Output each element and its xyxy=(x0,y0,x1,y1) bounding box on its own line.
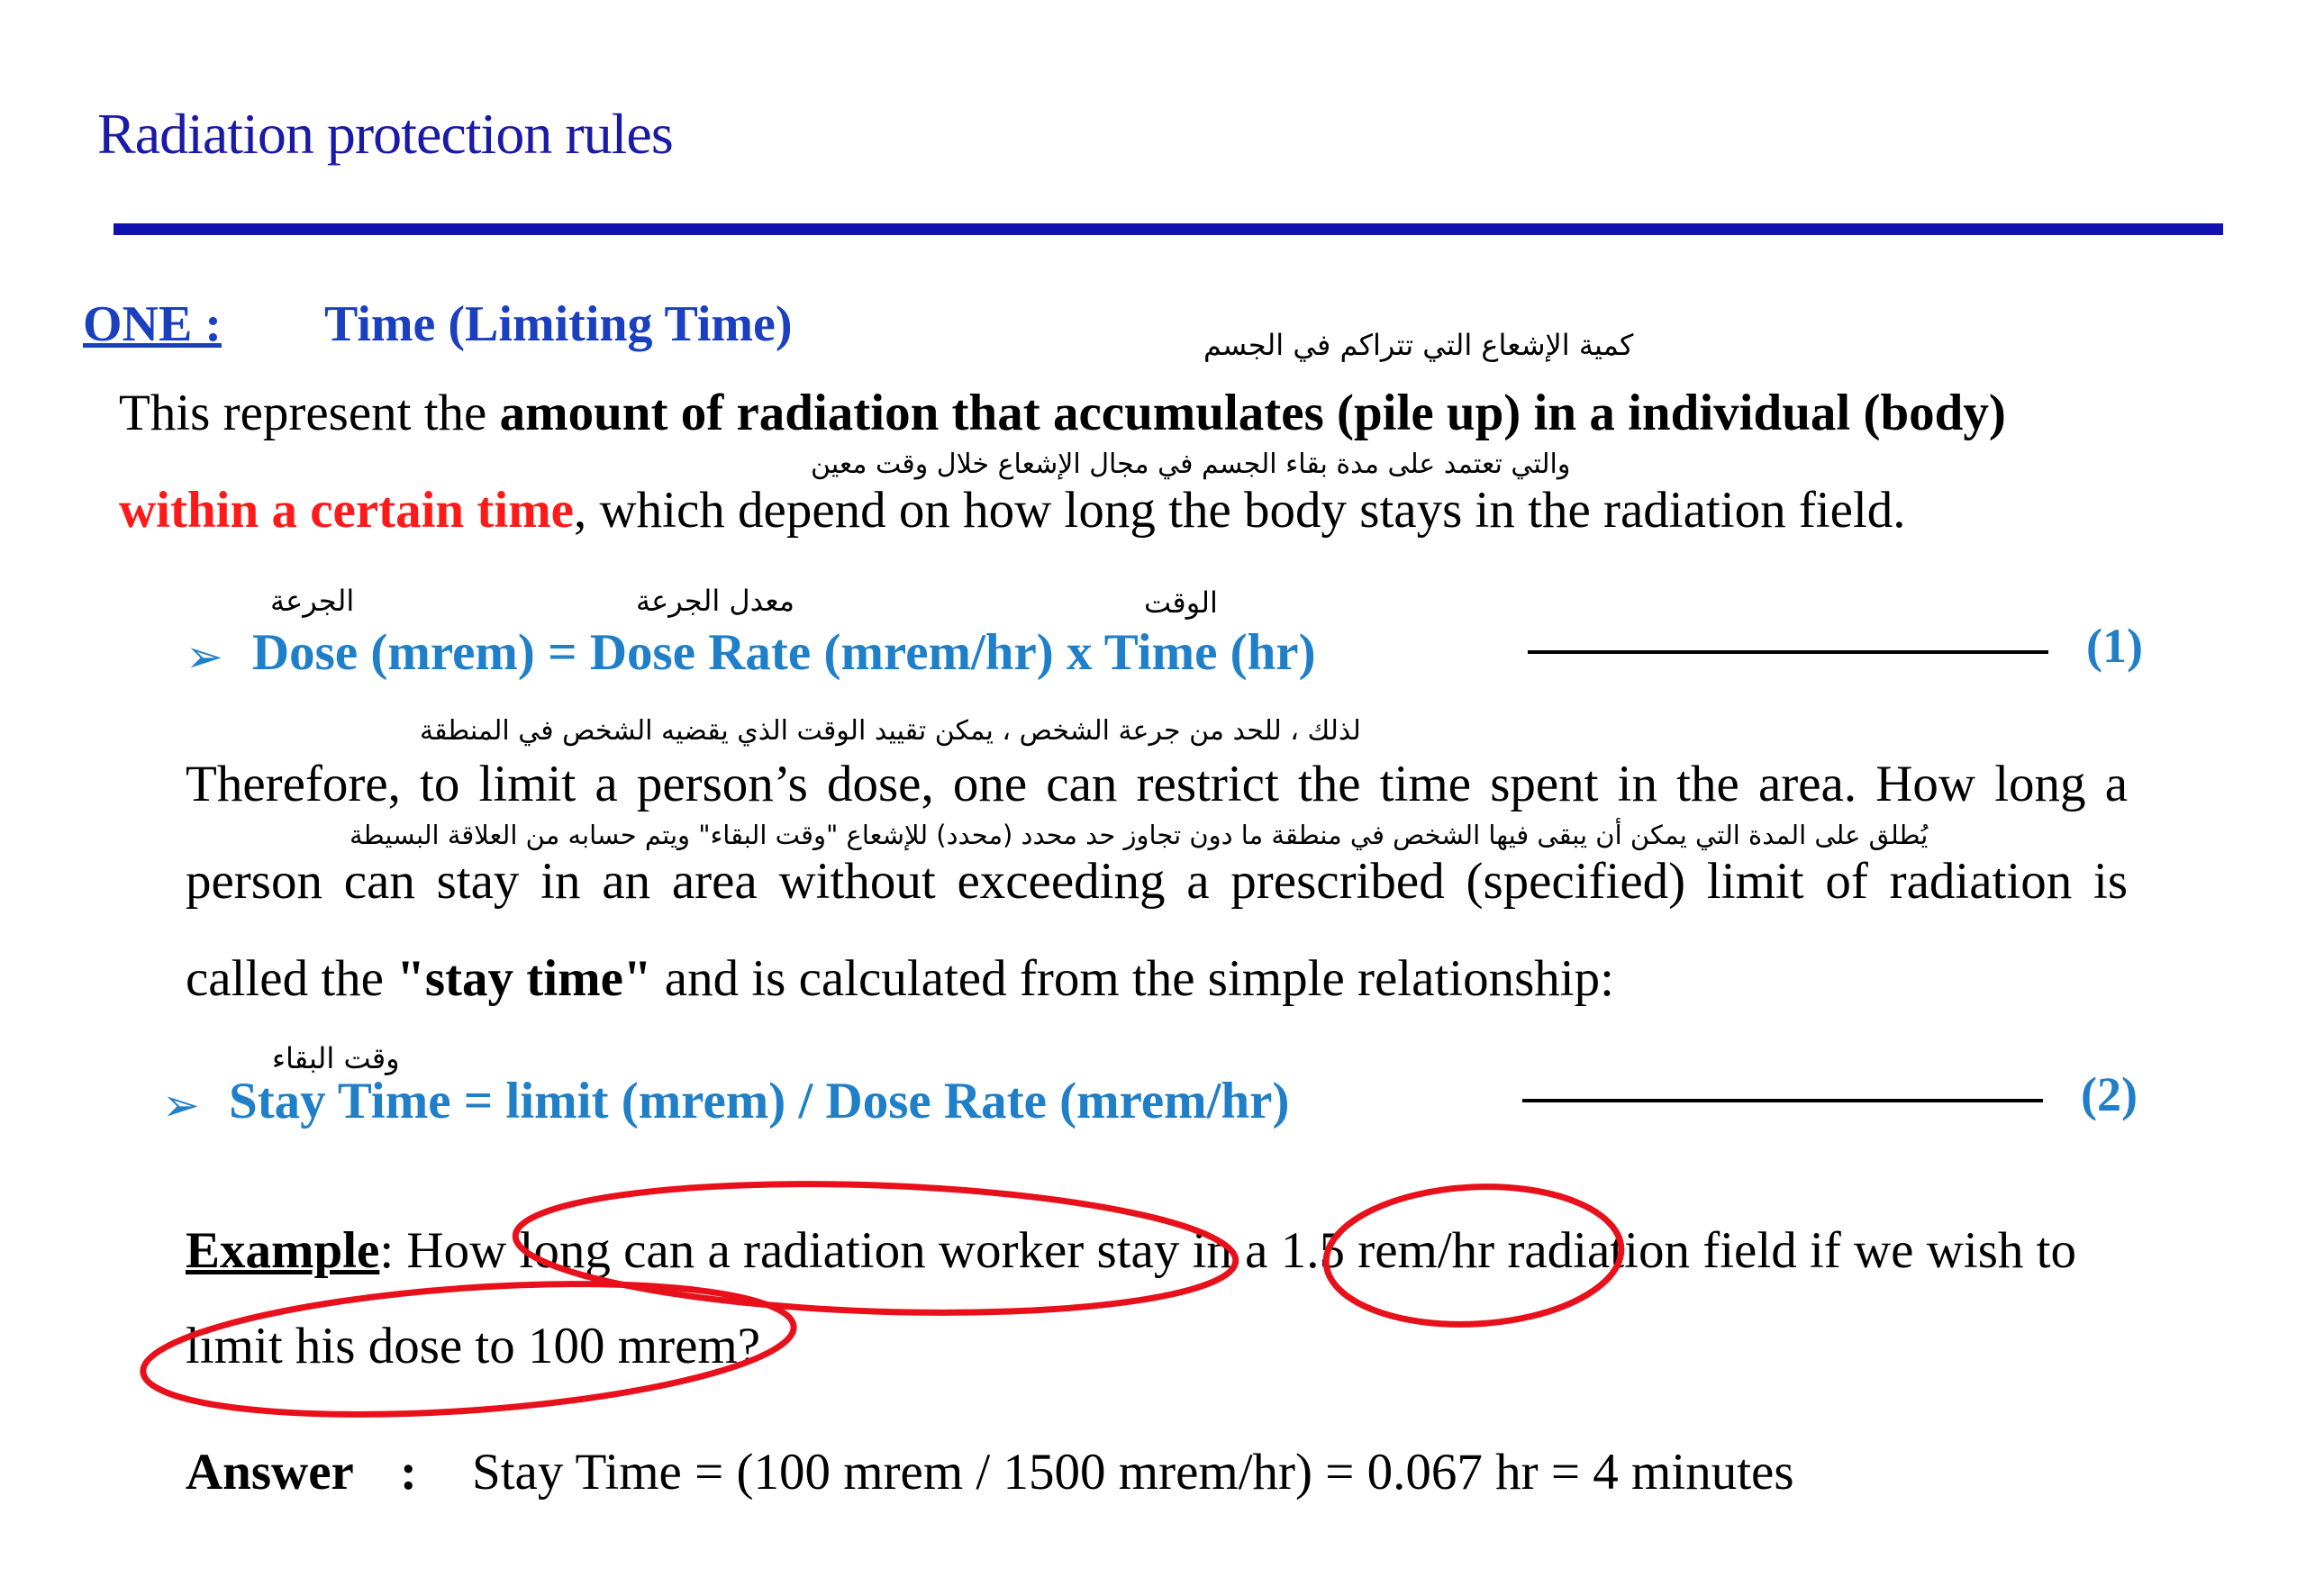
paragraph-line: Therefore, to limit a person’s dose, one can restrict the time spent in the area. How long a xyxy=(186,756,2128,812)
text-normal: , which depend on how long the body stays in the radiation field. xyxy=(573,482,1906,539)
text-highlight-red: within a certain time xyxy=(119,482,574,539)
page-title: Radiation protection rules xyxy=(97,102,673,166)
formula-dose: Dose (mrem) = Dose Rate (mrem/hr) x Time (hr) xyxy=(252,624,1316,681)
example-line: limit his dose to 100 mrem? xyxy=(186,1318,761,1374)
arabic-label-stay-time: وقت البقاء xyxy=(272,1041,400,1075)
text-normal: called the xyxy=(186,950,397,1007)
annotation-circle-question xyxy=(513,1173,1238,1324)
annotation-circle-limit xyxy=(139,1265,798,1433)
arabic-label-time: الوقت xyxy=(1144,585,1218,620)
section-heading: Time (Limiting Time) xyxy=(324,296,793,352)
arabic-label-dose-rate: معدل الجرعة xyxy=(636,584,794,618)
answer-text: Stay Time = (100 mrem / 1500 mrem/hr) = 0.067 hr = 4 minutes xyxy=(472,1444,1794,1501)
section-number-text: ONE : xyxy=(83,296,222,352)
equation-number: (2) xyxy=(2081,1067,2138,1121)
arabic-label-dose: الجرعة xyxy=(270,584,355,618)
arabic-note: والتي تعتمد على مدة بقاء الجسم في مجال الإشعاع خلال وقت معين xyxy=(811,449,1571,480)
text-bold: "stay time" xyxy=(396,950,652,1007)
arrow-bullet-icon: ➢ xyxy=(186,630,223,683)
example-question: : How long can a radiation worker stay in a 1.5 rem/hr radiation field if we wish to xyxy=(379,1222,2076,1279)
arrow-bullet-icon: ➢ xyxy=(162,1079,200,1131)
answer-colon: : xyxy=(400,1444,417,1501)
answer-label: Answer xyxy=(186,1444,354,1501)
arabic-note: لذلك ، للحد من جرعة الشخص ، يمكن تقييد الوقت الذي يقضيه الشخص في المنطقة xyxy=(420,715,1361,747)
text-normal: and is calculated from the simple relationship: xyxy=(651,950,1614,1007)
text-bold: amount of radiation that accumulates (pile up) in a individual (body) xyxy=(499,385,2006,441)
formula-stay-time: Stay Time = limit (mrem) / Dose Rate (mrem/hr) xyxy=(229,1073,1290,1129)
equation-number: (1) xyxy=(2086,619,2143,673)
example-label: Example xyxy=(186,1222,380,1279)
annotation-circle-dose-rate xyxy=(1322,1180,1625,1332)
arabic-note: يُطلق على المدة التي يمكن أن يبقى فيها الشخص في منطقة ما دون تجاوز حد محدد (محدد) للإشعاع "وقت البقاء" ويتم حسابه من العلاقة البسيطة xyxy=(350,820,1929,850)
paragraph-line: person can stay in an area without exceeding a prescribed (specified) limit of radiation is xyxy=(186,853,2128,910)
arabic-note: كمية الإشعاع التي تتراكم في الجسم xyxy=(1203,328,1634,362)
text-normal: This represent the xyxy=(119,385,500,441)
